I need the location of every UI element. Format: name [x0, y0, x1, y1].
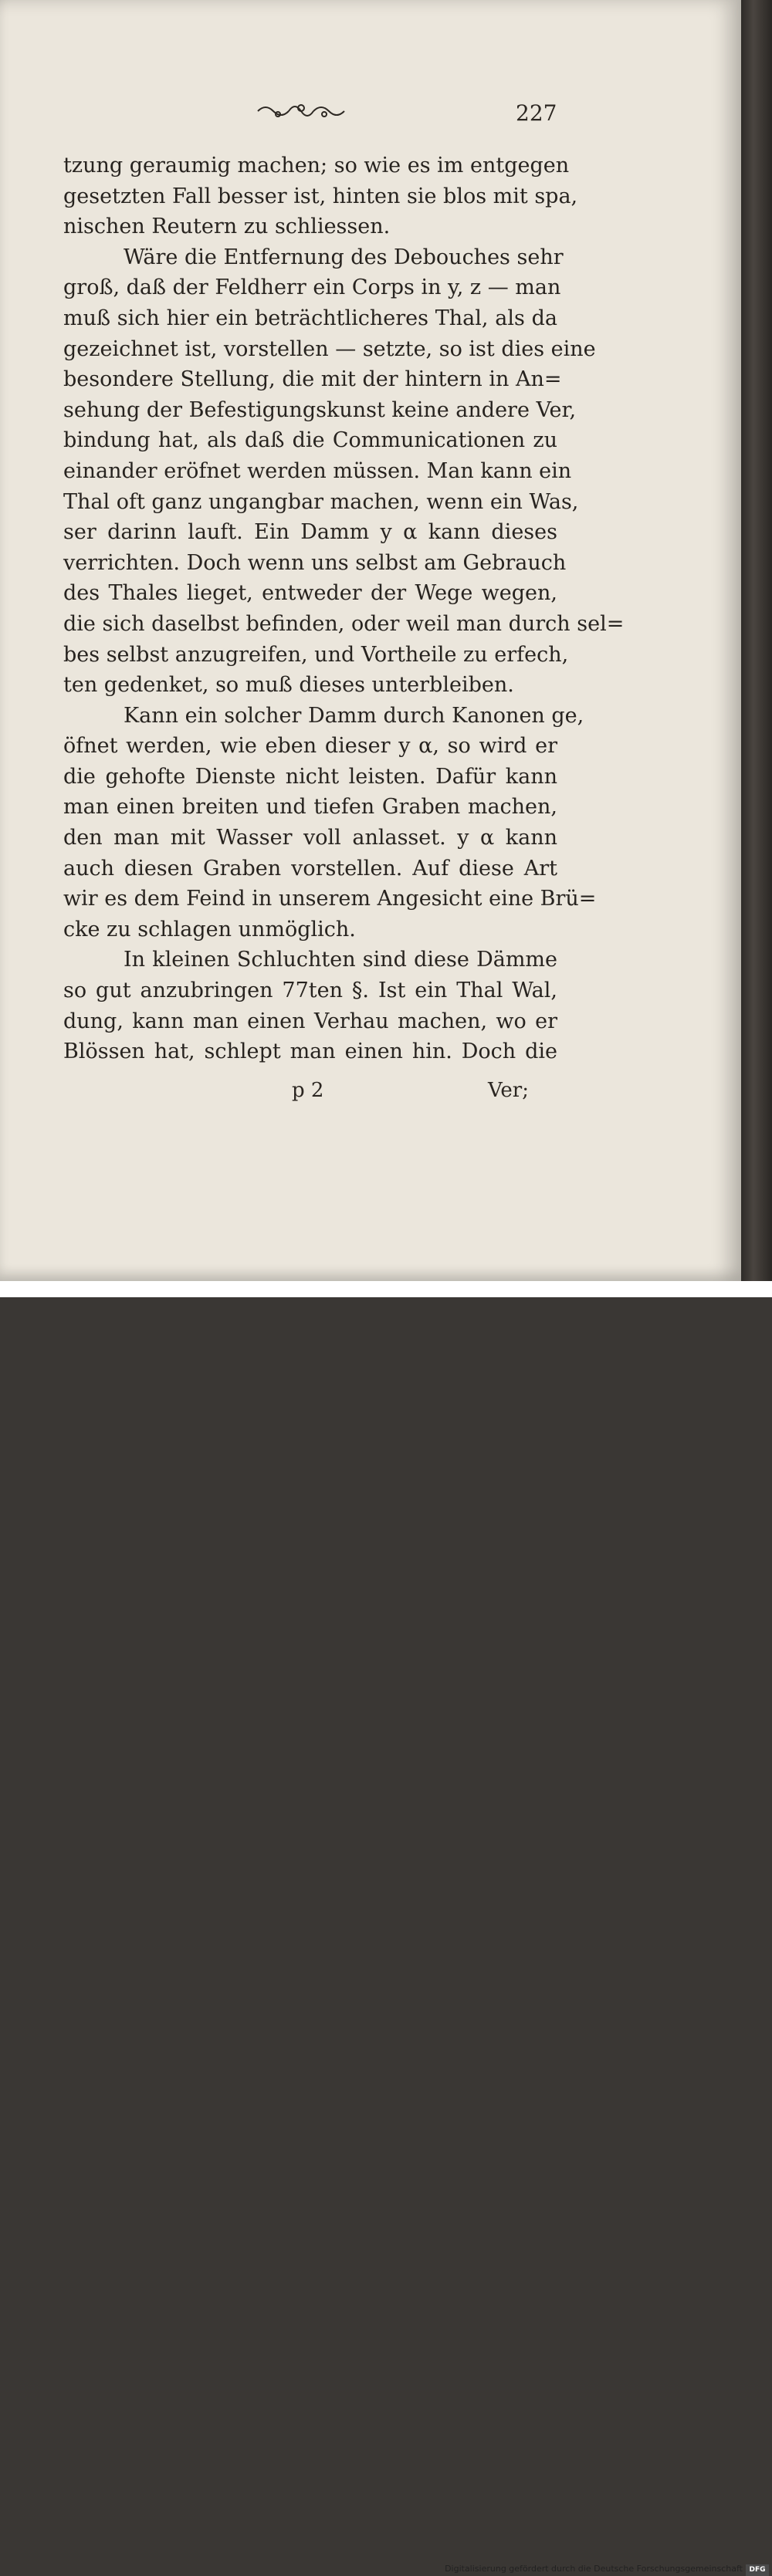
book-gutter — [741, 0, 772, 1281]
text-line: einander eröfnet werden müssen. Man kann ein — [63, 458, 572, 483]
text-line: gesetzten Fall besser ist, hinten sie blos mit spa, — [63, 184, 578, 208]
text-line: Wäre die Entfernung des Debouches sehr — [124, 245, 564, 269]
text-line: In kleinen Schluchten sind diese Dämme — [124, 948, 557, 972]
text-line: bes selbst anzugreifen, und Vortheile zu erfech, — [63, 642, 569, 667]
text-line: ten gedenket, so muß dieses unterbleiben. — [63, 673, 514, 698]
text-line: cke zu schlagen unmöglich. — [63, 917, 356, 941]
body-text — [63, 150, 625, 1067]
text-line: besondere Stellung, die mit der hintern in An= — [63, 367, 562, 392]
text-line: man einen breiten und tiefen Graben machen, — [63, 795, 557, 820]
text-line: muß sich hier ein beträchtlicheres Thal, als da — [63, 306, 557, 330]
catchword: Ver; — [488, 1079, 529, 1102]
text-line: wir es dem Feind in unserem Angesicht eine Brü= — [63, 887, 597, 911]
page-number: 227 — [516, 100, 557, 126]
text-line: tzung geraumig machen; so wie es im entgegen — [63, 154, 570, 177]
text-line: Kann ein solcher Damm durch Kanonen ge, — [124, 703, 584, 728]
text-line: die gehofte Dienste nicht leisten. Dafür kann — [63, 764, 557, 789]
text-line: gezeichnet ist, vorstellen — setzte, so ist dies eine — [63, 336, 596, 361]
signature-mark: p 2 — [292, 1079, 324, 1102]
text-line: groß, daß der Feldherr ein Corps in y, z — man — [63, 276, 561, 300]
text-line: Blössen hat, schlept man einen hin. Doch die — [63, 1040, 557, 1064]
ornament-icon — [255, 99, 347, 122]
text-line: nischen Reutern zu schliessen. — [63, 215, 391, 239]
text-line: die sich daselbst befinden, oder weil man durch sel= — [63, 611, 625, 636]
dfg-logo: DFG — [746, 2564, 769, 2576]
text-line: den man mit Wasser voll anlasset. y α kann — [63, 826, 557, 850]
text-line: so gut anzubringen 77ten §. Ist ein Thal Wal, — [63, 979, 557, 1003]
text-line: auch diesen Graben vorstellen. Auf diese Art — [63, 856, 557, 881]
text-line: öfnet werden, wie eben dieser y α, so wird er — [63, 734, 557, 759]
dfg-credit: Digitalisierung gefördert durch die Deutsche Forschungsgemeinschaft — [445, 2564, 743, 2574]
text-line: dung, kann man einen Verhau machen, wo er — [63, 1009, 557, 1033]
credit-bar — [0, 1281, 772, 2574]
text-line: des Thales lieget, entweder der Wege wegen, — [63, 581, 557, 606]
book-page — [0, 0, 741, 1281]
text-line: bindung hat, als daß die Communicationen zu — [63, 428, 557, 453]
text-line: verrichten. Doch wenn uns selbst am Gebrauch — [63, 550, 567, 575]
text-line: Thal oft ganz ungangbar machen, wenn ein Was, — [63, 489, 579, 514]
text-line: sehung der Befestigungskunst keine andere Ver, — [63, 397, 577, 422]
text-line: ser darinn lauft. Ein Damm y α kann dieses — [63, 520, 557, 545]
